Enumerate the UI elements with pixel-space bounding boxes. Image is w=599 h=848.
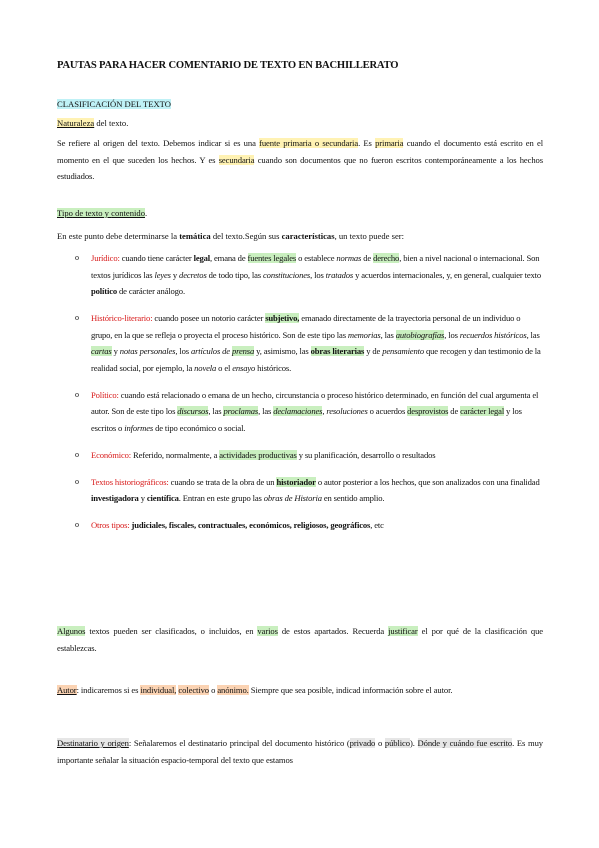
text: , las	[526, 329, 540, 340]
highlight: Algunos	[57, 626, 86, 636]
italic: novela	[194, 362, 217, 373]
clasificacion-heading: CLASIFICACIÓN DEL TEXTO	[57, 99, 171, 109]
highlight: colectivo	[178, 685, 210, 695]
text: o establece	[296, 253, 337, 263]
text: : indicaremos si es	[76, 685, 141, 695]
text: , bien a nivel nacional o internacional. Son textos jurídicos las	[91, 253, 540, 280]
text: históricos.	[255, 362, 292, 373]
list-item-otros	[57, 517, 543, 534]
text: y	[111, 346, 120, 356]
text: . Es muy importante señalar la situación espacio-temporal del texto que estamos	[57, 738, 543, 765]
highlight: desprovistos	[407, 406, 449, 416]
italic: memorias	[347, 329, 381, 340]
text: en sentido amplio.	[321, 493, 385, 503]
text: o autor posterior a los hechos, que son analizados con una finalidad	[315, 476, 540, 487]
item-label: Político:	[91, 389, 119, 400]
text: En este punto debe determinarse la	[57, 231, 180, 241]
text: o	[375, 738, 385, 748]
bold-highlight: historiador	[276, 476, 316, 487]
text: y de	[364, 346, 383, 356]
highlight: anónimo.	[217, 685, 249, 695]
intro-paragraph	[57, 229, 404, 245]
item-label: Textos historiográficos:	[91, 476, 169, 487]
italic: ensayo	[232, 362, 256, 373]
bullet-icon: o	[75, 449, 79, 459]
italic: artículos de	[190, 346, 232, 356]
text: ,	[322, 406, 327, 416]
text: , las	[208, 406, 224, 416]
algunos-paragraph	[57, 623, 543, 656]
tipo-label-mid: de texto y	[72, 208, 112, 218]
text: de tipo económico o social.	[153, 422, 246, 433]
italic: normas	[336, 253, 362, 263]
bullet-icon: o	[75, 476, 79, 486]
italic-highlight: proclamas	[223, 406, 259, 416]
bold: legal	[193, 253, 211, 263]
bold-highlight: obras literarias	[310, 346, 365, 356]
italic: resoluciones	[326, 406, 368, 416]
highlight: Dónde y cuándo fue escrito	[417, 738, 513, 748]
naturaleza-paragraph	[57, 135, 543, 185]
text: , las	[258, 406, 274, 416]
text: y, asimismo, las	[254, 346, 311, 356]
highlight: fuentes legales	[247, 253, 297, 263]
italic-highlight: prensa	[231, 346, 255, 356]
italic: leyes	[154, 269, 171, 280]
text: emanado directamente de la trayectoria personal de un individuo o grupo, en la que se refleja o proyecta el proceso histórico. Son de este tipo las	[91, 313, 521, 340]
list-item-historiograficos	[57, 474, 543, 507]
bullet-icon: o	[75, 520, 79, 529]
highlight: individual,	[140, 685, 177, 695]
list-item-historico-literario	[57, 310, 543, 376]
text: o	[209, 685, 218, 695]
section-heading-clasificacion	[57, 97, 171, 113]
text: textos pueden ser clasificados, o incluidos, en	[85, 626, 258, 636]
text: o acuerdos	[367, 406, 408, 416]
text: , los	[175, 346, 191, 356]
text: .	[145, 208, 148, 218]
text: y su planificación, desarrollo o resultados	[296, 449, 436, 460]
text: . Entran en este grupo las	[178, 493, 264, 503]
text: cuando posee un notorio carácter	[152, 313, 266, 323]
bold: político	[91, 286, 118, 296]
text: cuando tiene carácter	[119, 253, 194, 263]
page-title: PAUTAS PARA HACER COMENTARIO DE TEXTO EN BACHILLERATO	[57, 60, 399, 71]
autor-paragraph	[57, 682, 543, 699]
destinatario-label: Destinatario y origen	[57, 738, 129, 748]
list-item-economico	[57, 447, 543, 464]
italic: notas personales	[119, 346, 176, 356]
tipo-label: Tipo	[57, 208, 73, 218]
text: , los	[310, 269, 326, 280]
text: ).	[409, 738, 418, 748]
text: de todo tipo, las	[206, 269, 264, 280]
italic: tratados	[325, 269, 354, 280]
list-item-juridico	[57, 250, 543, 300]
text: cuando son documentos que no fueron escritos contemporáneamente a los hechos estudiados.	[57, 154, 543, 181]
item-label: Histórico-literario:	[91, 313, 153, 323]
text: cuando está relacionado o emana de un hecho, circunstancia o proceso histórico determinado, en función del cual argumenta el autor. Son de este tipo los	[91, 389, 539, 416]
italic: informes	[124, 422, 154, 433]
text: Se refiere al origen del texto. Debemos indicar si es una	[57, 138, 260, 148]
item-label: Otros tipos:	[91, 520, 130, 530]
item-label: Jurídico:	[91, 253, 120, 263]
highlight-secundaria: secundaria	[218, 154, 255, 165]
highlight: carácter legal	[460, 406, 505, 416]
text: y los escritos o	[91, 406, 522, 433]
bold-tematica: temática	[179, 231, 211, 241]
text: el por qué de la clasificación que establezcas.	[57, 626, 544, 653]
naturaleza-heading	[57, 116, 128, 132]
bold: judiciales, fiscales, contractuales, económicos, religiosos, geográficos	[131, 520, 371, 530]
text: Referido, normalmente, a	[131, 449, 220, 460]
text: de estos apartados. Recuerda	[277, 626, 389, 636]
text: del texto.Según sus	[210, 231, 282, 241]
tipo-heading	[57, 206, 147, 222]
text: , las	[380, 329, 396, 340]
italic: obras de Historia	[263, 493, 322, 503]
highlight-fuente: fuente primaria o secundaria	[259, 138, 359, 148]
highlight-primaria: primaria	[375, 138, 404, 148]
autor-label: Autor	[57, 685, 77, 695]
text: , los	[444, 329, 460, 340]
highlight: justificar	[388, 626, 418, 636]
italic-highlight: discursos	[177, 406, 209, 416]
italic-highlight: autobiografías	[395, 329, 445, 340]
list-item-politico	[57, 387, 543, 437]
highlight: privado	[349, 738, 376, 748]
text: , un texto puede ser:	[334, 231, 405, 241]
bold: científica	[146, 493, 179, 503]
text: de carácter análogo.	[117, 286, 185, 296]
text: , etc	[370, 520, 384, 530]
text: Siempre que sea posible, indicad información sobre el autor.	[248, 685, 453, 695]
text: de	[361, 253, 374, 263]
text: y	[138, 493, 147, 503]
italic-highlight: declamaciones	[273, 406, 323, 416]
bullet-icon: o	[75, 389, 79, 399]
text: y acuerdos internacionales, y, en general, cualquier texto	[353, 269, 542, 280]
highlight: varios	[257, 626, 278, 636]
text: o el	[216, 362, 233, 373]
text: : Señalaremos el destinatario principal del documento histórico (	[128, 738, 350, 748]
text: , emana de	[210, 253, 248, 263]
text: cuando se trata de la obra de un	[168, 476, 277, 487]
naturaleza-label: Naturaleza	[57, 118, 95, 128]
bold: investigadora	[91, 493, 139, 503]
highlight: derecho	[373, 253, 400, 263]
text: de	[448, 406, 461, 416]
bullet-icon: o	[75, 253, 79, 262]
italic: constituciones	[263, 269, 311, 280]
highlight: público	[384, 738, 410, 748]
bold-caracteristicas: características	[281, 231, 335, 241]
item-label: Económico:	[91, 449, 132, 460]
italic-highlight: cartas	[91, 346, 112, 356]
text: que recogen y dan testimonio de la realidad social, por ejemplo, la	[91, 346, 541, 373]
highlight: actividades productivas	[219, 449, 297, 460]
bullet-icon: o	[75, 313, 79, 322]
text: y	[170, 269, 180, 280]
destinatario-paragraph	[57, 735, 543, 768]
text: . Es	[358, 138, 376, 148]
italic: recuerdos históricos	[459, 329, 527, 340]
text-type-list	[57, 250, 543, 544]
naturaleza-rest: del texto.	[94, 118, 129, 128]
contenido-label: contenido	[111, 208, 146, 218]
text: cuando el documento está escrito en el momento en el que suceden los hechos. Y es	[57, 138, 543, 165]
bold-highlight: subjetivo,	[265, 313, 300, 323]
italic: pensamiento	[382, 346, 425, 356]
italic: decretos	[179, 269, 207, 280]
